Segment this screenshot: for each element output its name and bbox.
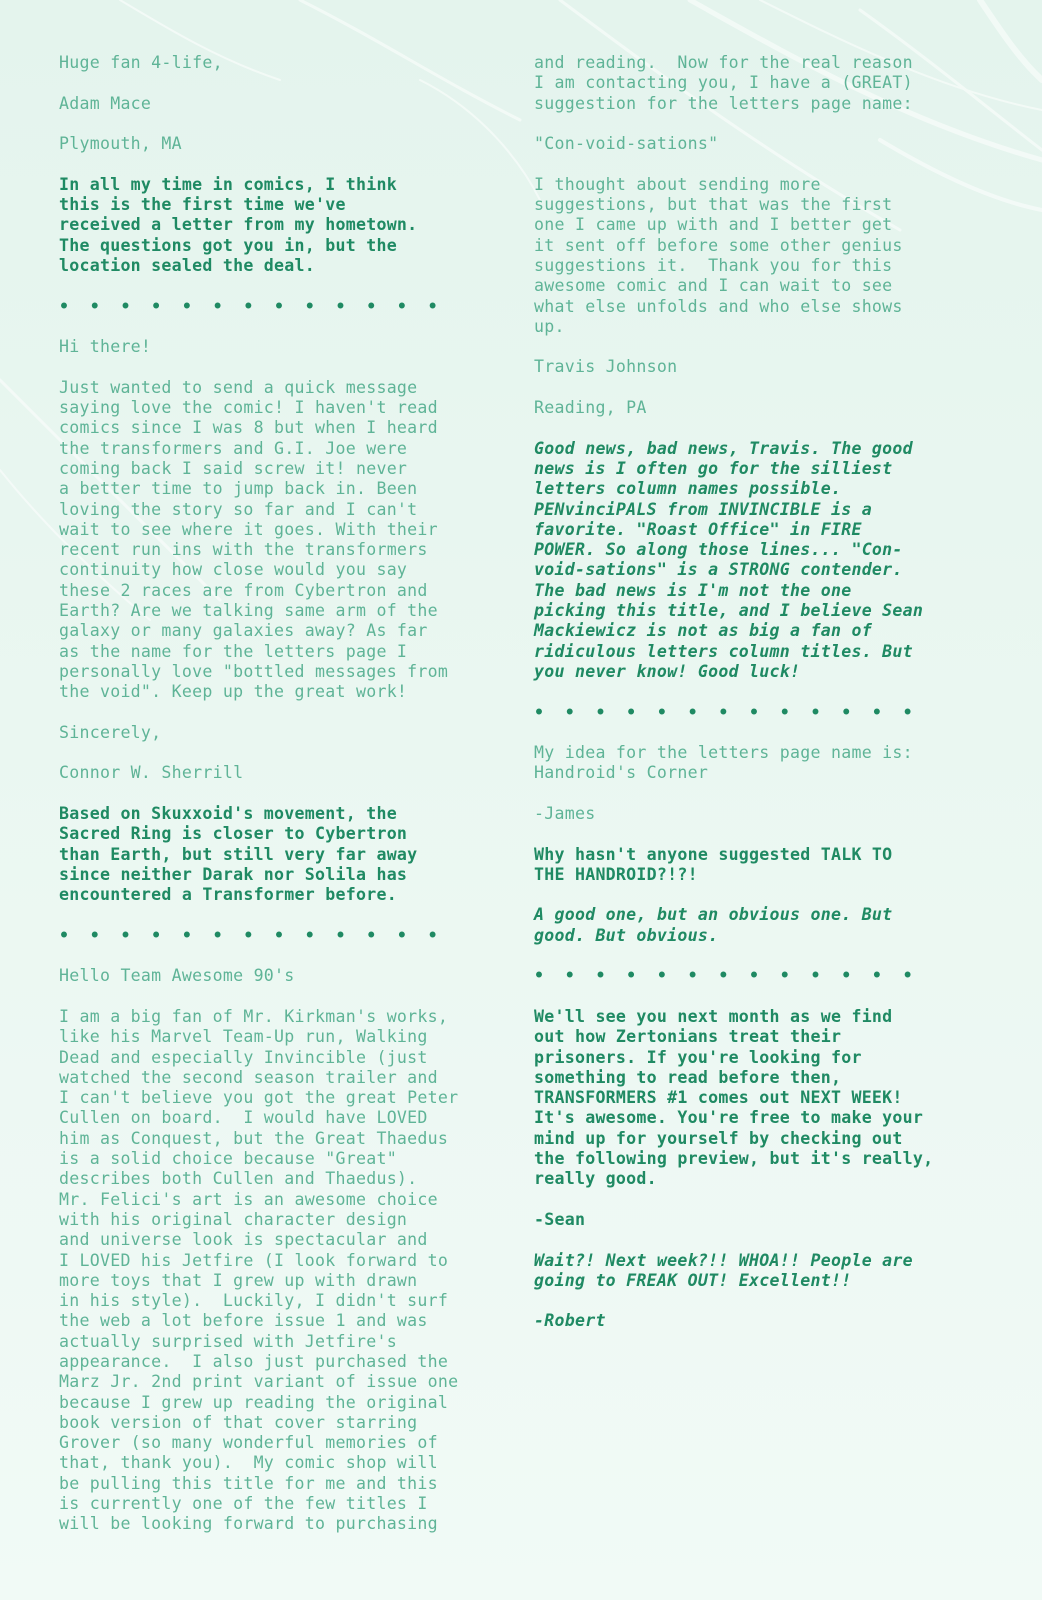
letter3-suggestion: "Con-void-sations": [534, 134, 719, 154]
section-separator: • • • • • • • • • • • • •: [59, 296, 438, 316]
letter3-body: I am a big fan of Mr. Kirkman's works, like his Marvel Team-Up run, Walking Dead and especially Invincible (just watched the second season trailer and I can't believe you got the great Peter Cullen on board. I would have LOVED him as Conquest, but the Great Thaedus is a solid choice because "Great" describes both Cullen and Thaedus). Mr. Felici's art is an awesome choice with his original character design and universe look is spectacular and I LOVED his Jetfire (I look forward to more toys that I grew up with drawn in his style). Luckily, I didn't surf the web a lot before issue 1 and was actually surprised with Jetfire's appearance. I also just purchased the Marz Jr. 2nd print variant of issue one because I grew up reading the original book version of that cover starring Grover (so many wonderful memories of that, thank you). My comic shop will be pulling this title for me and this is currently one of the few titles I will be looking forward to purchasing: [59, 1006, 459, 1534]
reply4: Why hasn't anyone suggested TALK TO THE HANDROID?!?!: [534, 844, 893, 884]
section-separator: • • • • • • • • • • • • •: [534, 966, 913, 986]
letter1-location: Plymouth, MA: [59, 134, 182, 154]
reply2: Based on Skuxxoid's movement, the Sacred Ring is closer to Cybertron than Earth, but still very far away since neither Darak nor Solila has encountered a Transformer before.: [59, 803, 418, 905]
letter2-closing: Sincerely,: [59, 722, 162, 742]
closing-signature: -Sean: [534, 1209, 586, 1229]
letter2-greeting: Hi there!: [59, 337, 152, 357]
section-separator: • • • • • • • • • • • • •: [534, 702, 913, 722]
reply1: In all my time in comics, I think this is the first time we've received a letter from my hometown. The questions got you in, but the location sealed the deal.: [59, 174, 418, 275]
letter3-continued: and reading. Now for the real reason I am contacting you, I have a (GREAT) suggestion for the letters page name:: [534, 53, 913, 113]
letter2-body: Just wanted to send a quick message saying love the comic! I haven't read comics since I was 8 but when I heard the transformers and G.I. Joe were coming back I said screw it! never a better time to jump back in. Been loving the story so far and I can't wait to see where it goes. With their recent run ins with the transformers continuity how close would you say these 2 races are from Cybertron and Earth? Are we talking same arm of the galaxy or many galaxies away? As far as the name for the letters page I personally love "bottled messages from the void". Keep up the great work!: [59, 377, 449, 702]
letter3-more: I thought about sending more suggestions, but that was the first one I came up with and I better get it sent off before some other genius suggestions it. Thank you for this awesome comic and I can wait to see what else unfolds and who else shows up.: [534, 174, 903, 336]
letter4-signature: -James: [534, 803, 596, 823]
letter3-greeting: Hello Team Awesome 90's: [59, 966, 295, 986]
letter3-signature: Travis Johnson: [534, 357, 678, 377]
letter1-closing: Huge fan 4-life,: [59, 53, 223, 72]
right-column: [534, 53, 984, 1352]
left-column: [59, 53, 509, 1555]
letter2-signature: Connor W. Sherrill: [59, 763, 244, 783]
section-separator: • • • • • • • • • • • • •: [59, 925, 438, 945]
closing-note: We'll see you next month as we find out how Zertonians treat their prisoners. If you're looking for something to read before then, TRANSFORMERS #1 comes out NEXT WEEK! It's awesome. You're free to make your mind up for yourself by checking out the following preview, but it's really, really good.: [534, 1006, 934, 1189]
reply3: Good news, bad news, Travis. The good news is I often go for the silliest letters column names possible. PENvinciPALS from INVINCIBLE is a favorite. "Roast Office" in FIRE POWER. So along those lines... "Con- void-sations" is a STRONG contender. The bad news is I'm not the one picking this title, and I believe Sean Mackiewicz is not as big a fan of ridiculous letters column titles. But you never know! Good luck!: [534, 438, 924, 681]
robert-signature: -Robert: [534, 1311, 606, 1331]
letter1-signature: Adam Mace: [59, 93, 152, 113]
reply4-italic: A good one, but an obvious one. But good. But obvious.: [534, 905, 893, 945]
robert-note: Wait?! Next week?!! WHOA!! People are going to FREAK OUT! Excellent!!: [534, 1250, 913, 1290]
letter4-body: My idea for the letters page name is: Handroid's Corner: [534, 743, 913, 783]
letter3-location: Reading, PA: [534, 398, 647, 418]
